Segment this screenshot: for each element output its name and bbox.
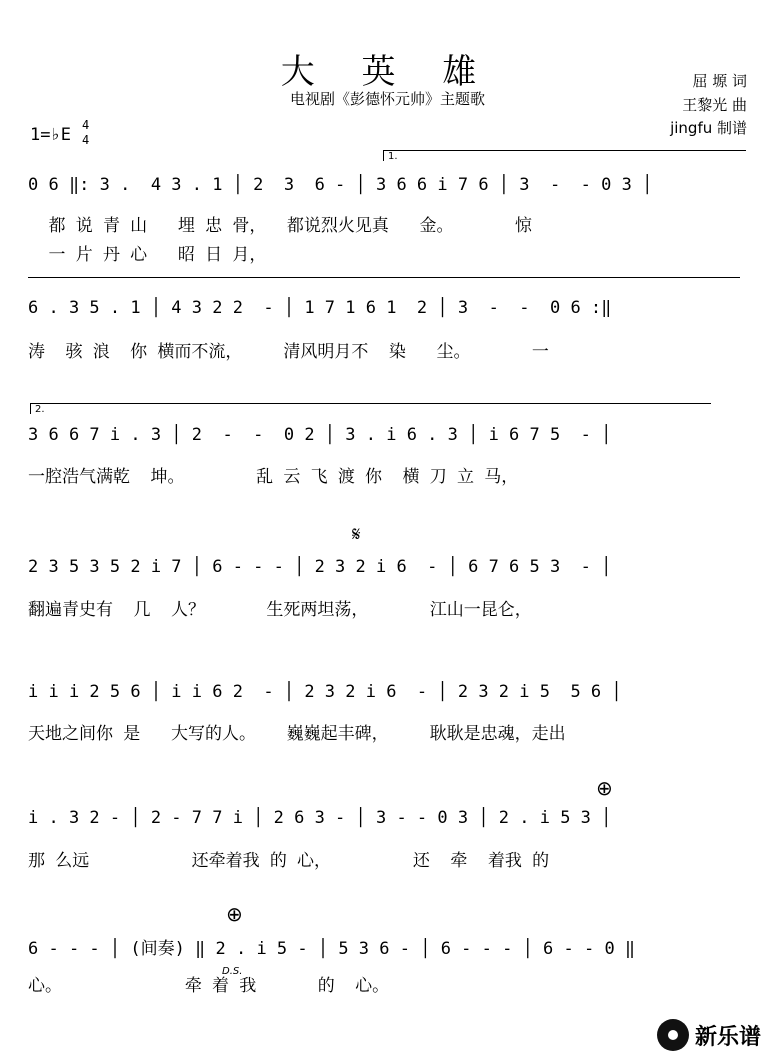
song-subtitle: 电视剧《彭德怀元帅》主题歌 bbox=[289, 90, 485, 108]
ending-label: 2. bbox=[35, 404, 45, 415]
lyric-row-4: 翻遍青史有 几 人？ 生死两坦荡， 江山一昆仑， bbox=[28, 600, 532, 620]
site-logo bbox=[657, 1019, 761, 1051]
time-signature-bottom: 4 bbox=[82, 133, 90, 147]
time-signature-top: 4 bbox=[82, 118, 90, 132]
coda-sign: ⊕ bbox=[596, 776, 613, 800]
notation-row-6: i . 3 2 - │ 2 - 7 7 i │ 2 6 3 - │ 3 - - 0 3 │ 2 . i 5 3 │ bbox=[28, 808, 612, 828]
lyric-row-2: 涛 骇 浪 你 横而不流， 清风明月不 染 尘。 一 bbox=[28, 342, 549, 362]
lyric-row-1-verse-1: 都 说 青 山 埋 忠 骨， 都说烈火见真 金。 惊 bbox=[28, 216, 532, 236]
first-ending-bracket bbox=[383, 150, 746, 161]
coda-sign: ⊕ bbox=[226, 902, 243, 926]
logo-text: 新乐谱 bbox=[694, 1024, 761, 1050]
lyric-row-6: 那 么远 还牵着我 的 心， 还 牵 着我 的 bbox=[28, 851, 550, 871]
lyric-row-3: 一腔浩气满乾 坤。 乱 云 飞 渡 你 横 刀 立 马， bbox=[28, 467, 519, 487]
song-title: 大 英 雄 bbox=[280, 52, 495, 92]
key-signature: 1=♭E bbox=[30, 125, 71, 145]
segno-sign: 𝄋 bbox=[352, 522, 361, 546]
time-signature bbox=[82, 118, 89, 148]
notation-row-5: i i i 2 5 6 │ i i 6 2 - │ 2 3 2 i 6 - │ 2 3 2 i 5 5 6 │ bbox=[28, 682, 622, 702]
notation-row-1: 0 6 ‖: 3 . 4 3 . 1 │ 2 3 6 - │ 3 6 6 i 7 6 │ 3 - - 0 3 │ bbox=[28, 175, 653, 195]
notation-row-3: 3 6 6 7 i . 3 │ 2 - - 0 2 │ 3 . i 6 . 3 │ i 6 7 5 - │ bbox=[28, 425, 612, 445]
notation-row-4: 2 3 5 3 5 2 i 7 │ 6 - - - │ 2 3 2 i 6 - │ 6 7 6 5 3 - │ bbox=[28, 557, 612, 577]
lyric-row-7: 心。 牵 着 我 的 心。 bbox=[28, 976, 390, 996]
lyricist-credit: 屈 塬 词 bbox=[692, 72, 747, 90]
second-ending-bracket bbox=[30, 403, 711, 414]
notation-row-2: 6 . 3 5 . 1 │ 4 3 2 2 - │ 1 7 1 6 1 2 │ 3 - - 0 6 :‖ bbox=[28, 298, 612, 318]
record-disc-icon bbox=[657, 1019, 689, 1051]
composer-credit: 王黎光 曲 bbox=[682, 96, 747, 114]
notation-row-7: 6 - - - │ (间奏) ‖ 2 . i 5 - │ 5 3 6 - │ 6 - - - │ 6 - - 0 ‖ bbox=[28, 939, 636, 959]
lyric-row-5: 天地之间你 是 大写的人。 巍巍起丰碑， 耿耿是忠魂，走出 bbox=[28, 724, 566, 744]
repeat-bracket-line bbox=[28, 277, 740, 278]
ending-label: 1. bbox=[388, 151, 398, 162]
lyric-row-1-verse-2: 一 片 丹 心 昭 日 月， bbox=[28, 245, 267, 265]
dal-segno-marking: D.S. bbox=[222, 966, 243, 977]
arranger-credit: jingfu 制谱 bbox=[670, 119, 747, 137]
